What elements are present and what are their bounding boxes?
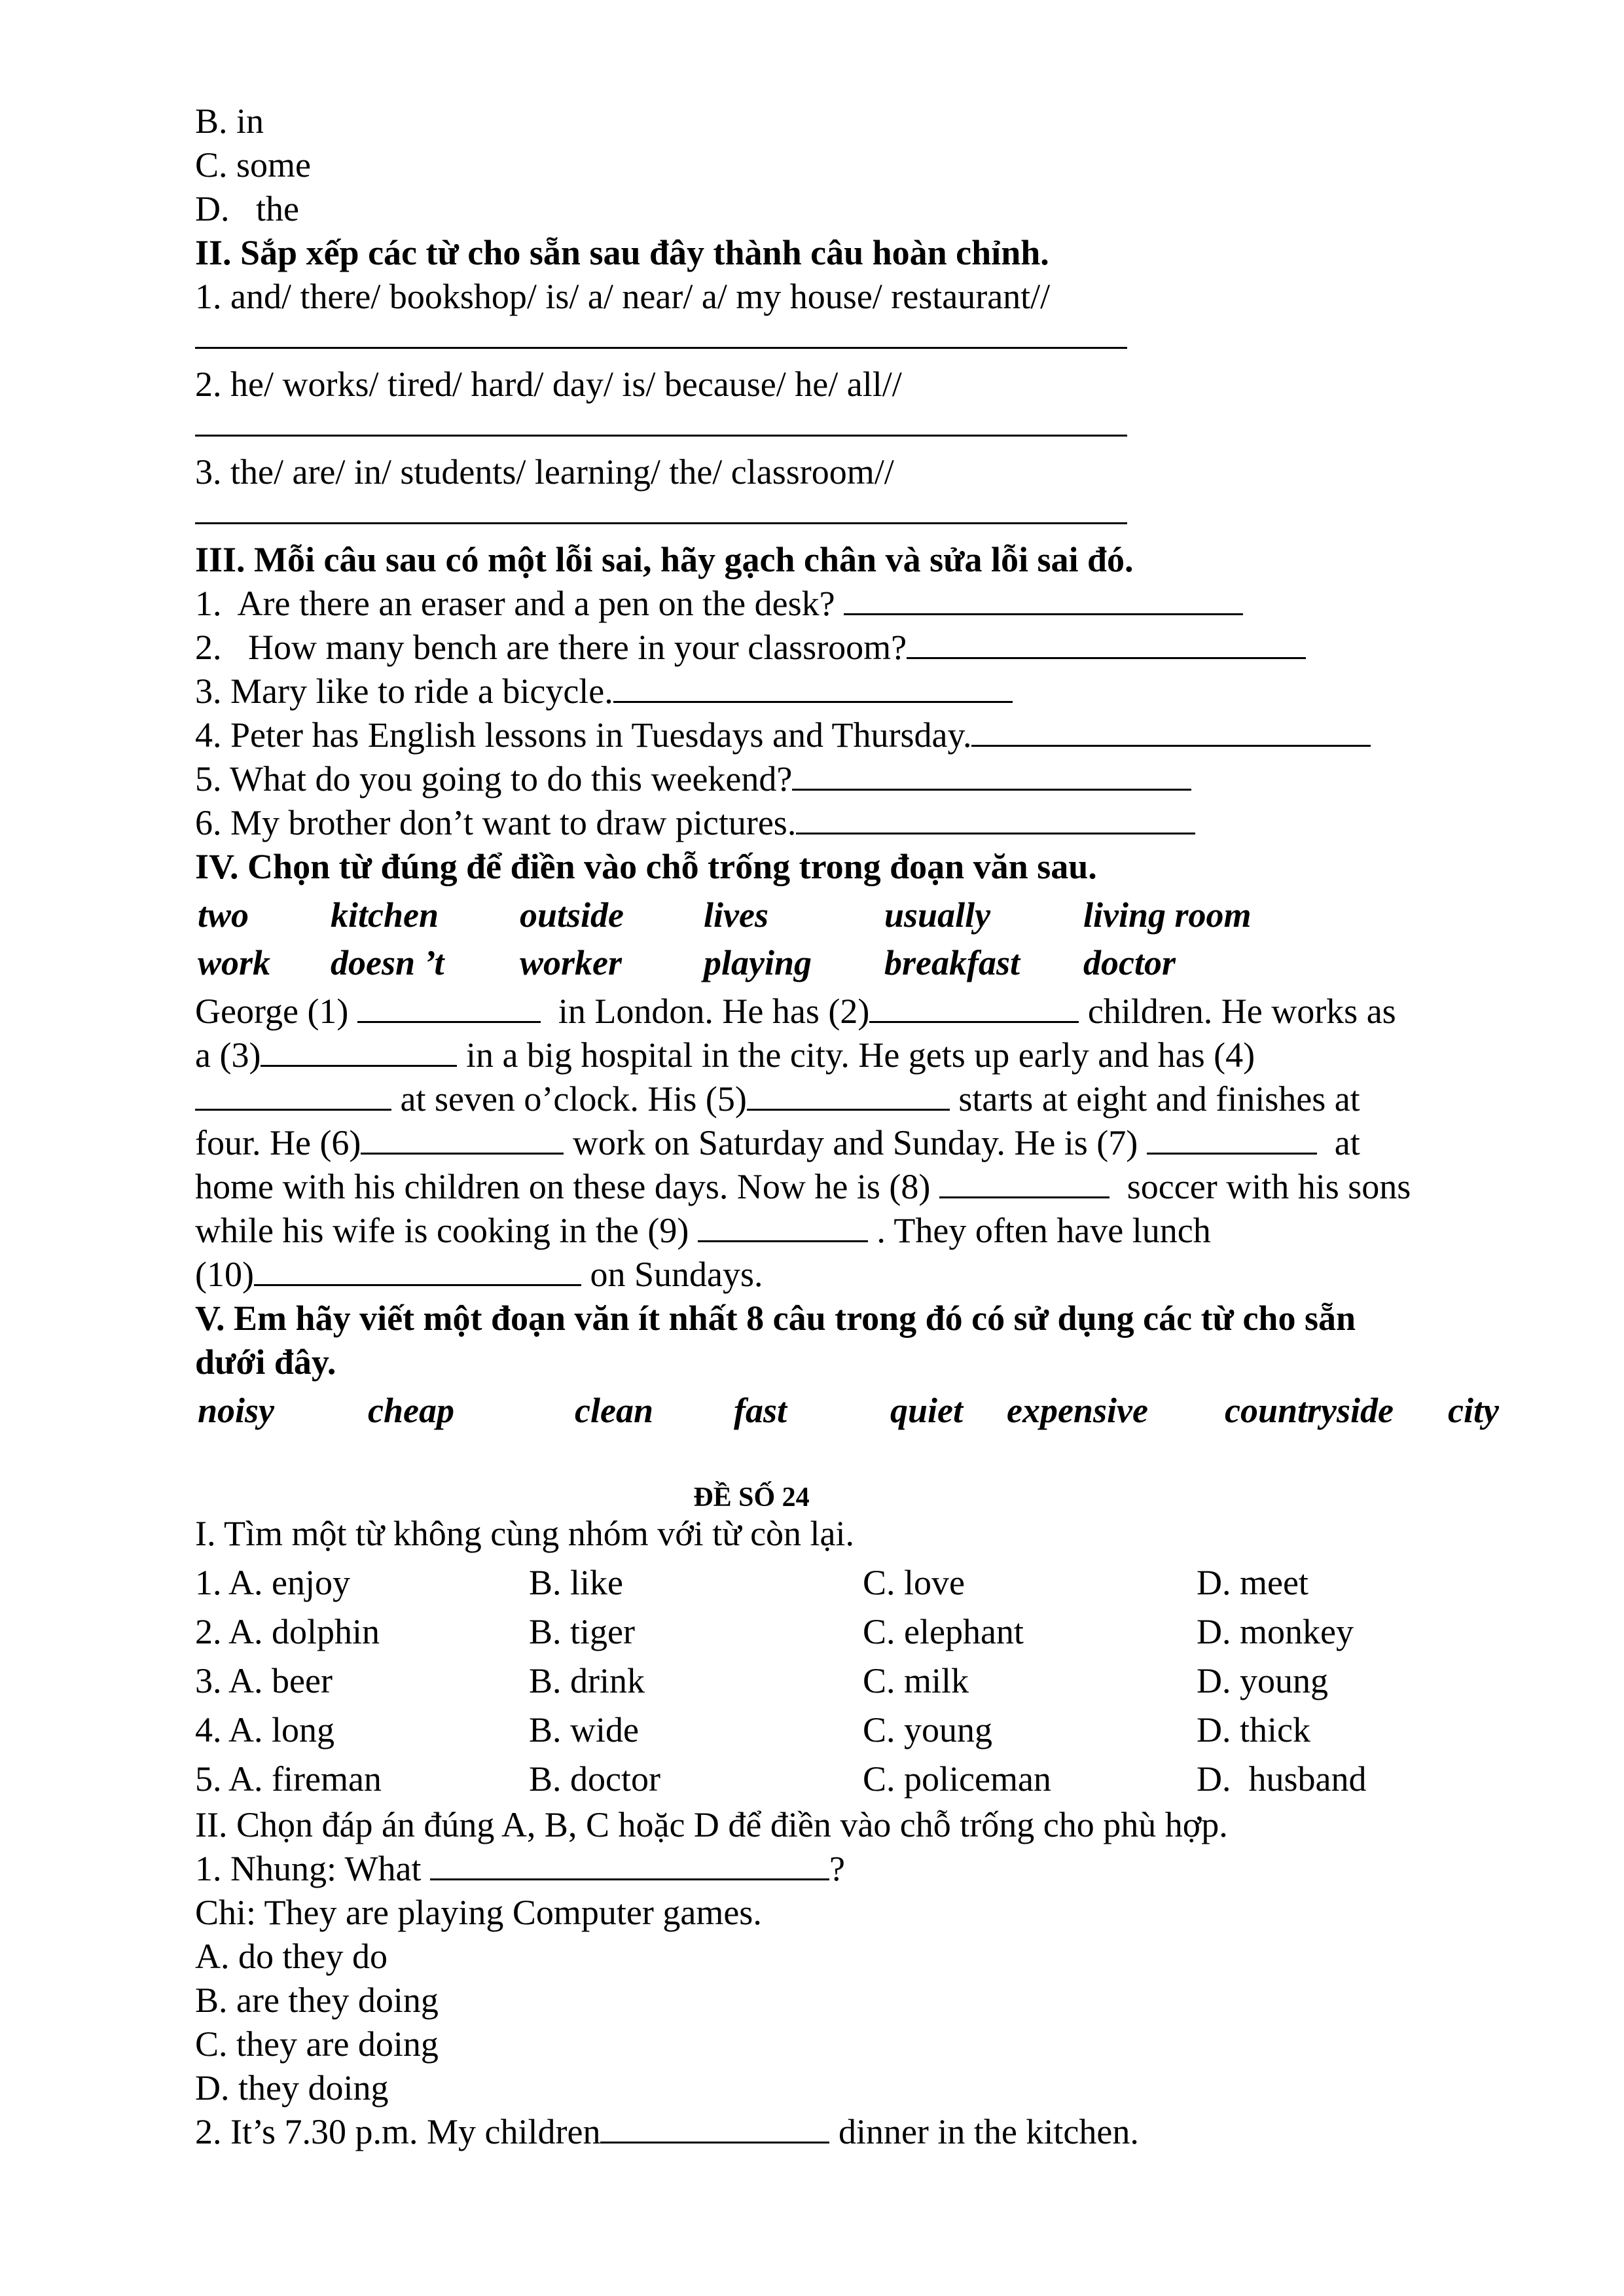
exam-title: ĐỀ SỐ 24: [693, 1482, 810, 1513]
exam24-question-2: [195, 2110, 1139, 2154]
answer-blank: [971, 713, 1371, 747]
word-bank-word: cheap: [368, 1391, 454, 1430]
section2-item-3: 3. the/ are/ in/ students/ learning/ the/ classroom//: [195, 452, 894, 492]
section3-item: [195, 670, 1013, 713]
choice-b: B. wide: [529, 1710, 639, 1749]
choice-d: D. thick: [1197, 1710, 1310, 1749]
exam24-question-1-reply: Chi: They are playing Computer games.: [195, 1893, 762, 1932]
word-bank-word: work: [198, 943, 271, 982]
blank-4: [195, 1077, 391, 1111]
section2-item-1: 1. and/ there/ bookshop/ is/ a/ near/ a/ my house/ restaurant//: [195, 277, 1051, 316]
choice-c: C. elephant: [863, 1612, 1024, 1651]
answer-line: [195, 435, 1127, 437]
word-bank-word: lives: [704, 895, 768, 935]
passage-text: George (1): [195, 992, 357, 1031]
sentence-text: 1. Are there an eraser and a pen on the desk?: [195, 584, 844, 623]
word-bank-word: kitchen: [331, 895, 439, 935]
word-bank-word: breakfast: [884, 943, 1020, 982]
passage-text: soccer with his sons: [1109, 1167, 1411, 1206]
section3-item: [195, 582, 1243, 626]
passage-text: in London. He has (2): [540, 992, 870, 1031]
word-bank-word: two: [198, 895, 249, 935]
passage-text: starts at eight and finishes at: [949, 1079, 1360, 1119]
option-d: D. the: [195, 189, 299, 228]
answer-option-b: B. are they doing: [195, 1981, 439, 2020]
question-text: dinner in the kitchen.: [829, 2112, 1139, 2151]
section3-item: [195, 626, 1306, 670]
exam24-part1-heading: I. Tìm một từ không cùng nhóm với từ còn lại.: [195, 1514, 855, 1553]
choice-c: C. milk: [863, 1661, 969, 1700]
word-bank-word: fast: [734, 1391, 787, 1430]
choice-b: B. like: [529, 1563, 623, 1602]
section2-heading: II. Sắp xếp các từ cho sẵn sau đây thành câu hoàn chỉnh.: [195, 233, 1049, 272]
section4-heading: IV. Chọn từ đúng để điền vào chỗ trống trong đoạn văn sau.: [195, 847, 1097, 886]
word-bank-word: doctor: [1083, 943, 1176, 982]
sentence-text: 5. What do you going to do this weekend?: [195, 759, 793, 798]
exam24-question-1: [195, 1847, 845, 1891]
passage-text: a (3): [195, 1035, 261, 1075]
sentence-text: 2. How many bench are there in your classroom?: [195, 628, 907, 667]
choice-a: 2. A. dolphin: [195, 1612, 380, 1651]
blank-10: [254, 1253, 581, 1286]
section5-heading-line-2: dưới đây.: [195, 1342, 336, 1382]
choice-d: D. meet: [1197, 1563, 1308, 1602]
choice-c: C. love: [863, 1563, 965, 1602]
option-b: B. in: [195, 101, 264, 141]
word-bank-word: countryside: [1225, 1391, 1394, 1430]
passage-text: work on Saturday and Sunday. He is (7): [564, 1123, 1147, 1162]
word-bank-word: quiet: [890, 1391, 964, 1430]
passage-text: in a big hospital in the city. He gets up early and has (4): [457, 1035, 1255, 1075]
blank-7: [1147, 1121, 1317, 1155]
choice-b: B. drink: [529, 1661, 645, 1700]
word-bank-word: outside: [520, 895, 624, 935]
answer-line: [195, 347, 1127, 349]
answer-blank: [844, 582, 1243, 615]
answer-line: [195, 522, 1127, 524]
answer-blank: [907, 626, 1306, 659]
question-text: 1. Nhung: What: [195, 1849, 430, 1888]
blank-3: [261, 1033, 457, 1067]
word-bank-word: city: [1448, 1391, 1499, 1430]
section3-item: [195, 801, 1195, 845]
blank-2: [869, 990, 1079, 1023]
section3-item: [195, 757, 1191, 801]
passage-text: four. He (6): [195, 1123, 361, 1162]
question-text: ?: [829, 1849, 845, 1888]
word-bank-word: noisy: [198, 1391, 275, 1430]
passage-text: at seven o’clock. His (5): [391, 1079, 747, 1119]
answer-blank: [430, 1847, 829, 1880]
choice-b: B. doctor: [529, 1759, 660, 1799]
passage-text: children. He works as: [1079, 992, 1396, 1031]
sentence-text: 3. Mary like to ride a bicycle.: [195, 672, 613, 711]
blank-5: [747, 1077, 950, 1111]
sentence-text: 6. My brother don’t want to draw pictures.: [195, 803, 797, 842]
answer-blank: [613, 670, 1013, 703]
choice-c: C. policeman: [863, 1759, 1051, 1799]
word-bank-word: living room: [1083, 895, 1252, 935]
answer-blank: [796, 801, 1195, 834]
exam24-part2-heading: II. Chọn đáp án đúng A, B, C hoặc D để điền vào chỗ trống cho phù hợp.: [195, 1805, 1228, 1844]
choice-a: 3. A. beer: [195, 1661, 333, 1700]
blank-1: [357, 990, 541, 1023]
passage-text: while his wife is cooking in the (9): [195, 1211, 698, 1250]
question-text: 2. It’s 7.30 p.m. My children: [195, 2112, 601, 2151]
choice-d: D. husband: [1197, 1759, 1367, 1799]
answer-blank: [792, 757, 1191, 791]
word-bank-word: doesn ’t: [331, 943, 444, 982]
passage-text: on Sundays.: [581, 1255, 763, 1294]
blank-8: [939, 1165, 1110, 1198]
passage-text: at: [1316, 1123, 1360, 1162]
choice-a: 4. A. long: [195, 1710, 335, 1749]
word-bank-word: usually: [884, 895, 991, 935]
passage-text: (10): [195, 1255, 254, 1294]
choice-d: D. monkey: [1197, 1612, 1354, 1651]
blank-6: [361, 1121, 564, 1155]
word-bank-word: playing: [704, 943, 812, 982]
answer-option-a: A. do they do: [195, 1937, 388, 1976]
blank-9: [698, 1209, 868, 1242]
passage-text: home with his children on these days. Now he is (8): [195, 1167, 939, 1206]
section3-item: [195, 713, 1371, 757]
section2-item-2: 2. he/ works/ tired/ hard/ day/ is/ because/ he/ all//: [195, 365, 902, 404]
choice-b: B. tiger: [529, 1612, 635, 1651]
sentence-text: 4. Peter has English lessons in Tuesdays and Thursday.: [195, 715, 972, 755]
answer-option-c: C. they are doing: [195, 2024, 439, 2064]
choice-a: 1. A. enjoy: [195, 1563, 350, 1602]
word-bank-word: worker: [520, 943, 623, 982]
choice-d: D. young: [1197, 1661, 1328, 1700]
section3-heading: III. Mỗi câu sau có một lỗi sai, hãy gạch chân và sửa lỗi sai đó.: [195, 540, 1134, 579]
passage-text: . They often have lunch: [867, 1211, 1211, 1250]
section5-heading-line-1: V. Em hãy viết một đoạn văn ít nhất 8 câu trong đó có sử dụng các từ cho sẵn: [195, 1299, 1356, 1338]
word-bank-word: expensive: [1007, 1391, 1148, 1430]
option-c: C. some: [195, 145, 312, 185]
answer-blank: [600, 2110, 829, 2144]
choice-a: 5. A. fireman: [195, 1759, 382, 1799]
answer-option-d: D. they doing: [195, 2068, 389, 2108]
word-bank-word: clean: [575, 1391, 653, 1430]
choice-c: C. young: [863, 1710, 993, 1749]
